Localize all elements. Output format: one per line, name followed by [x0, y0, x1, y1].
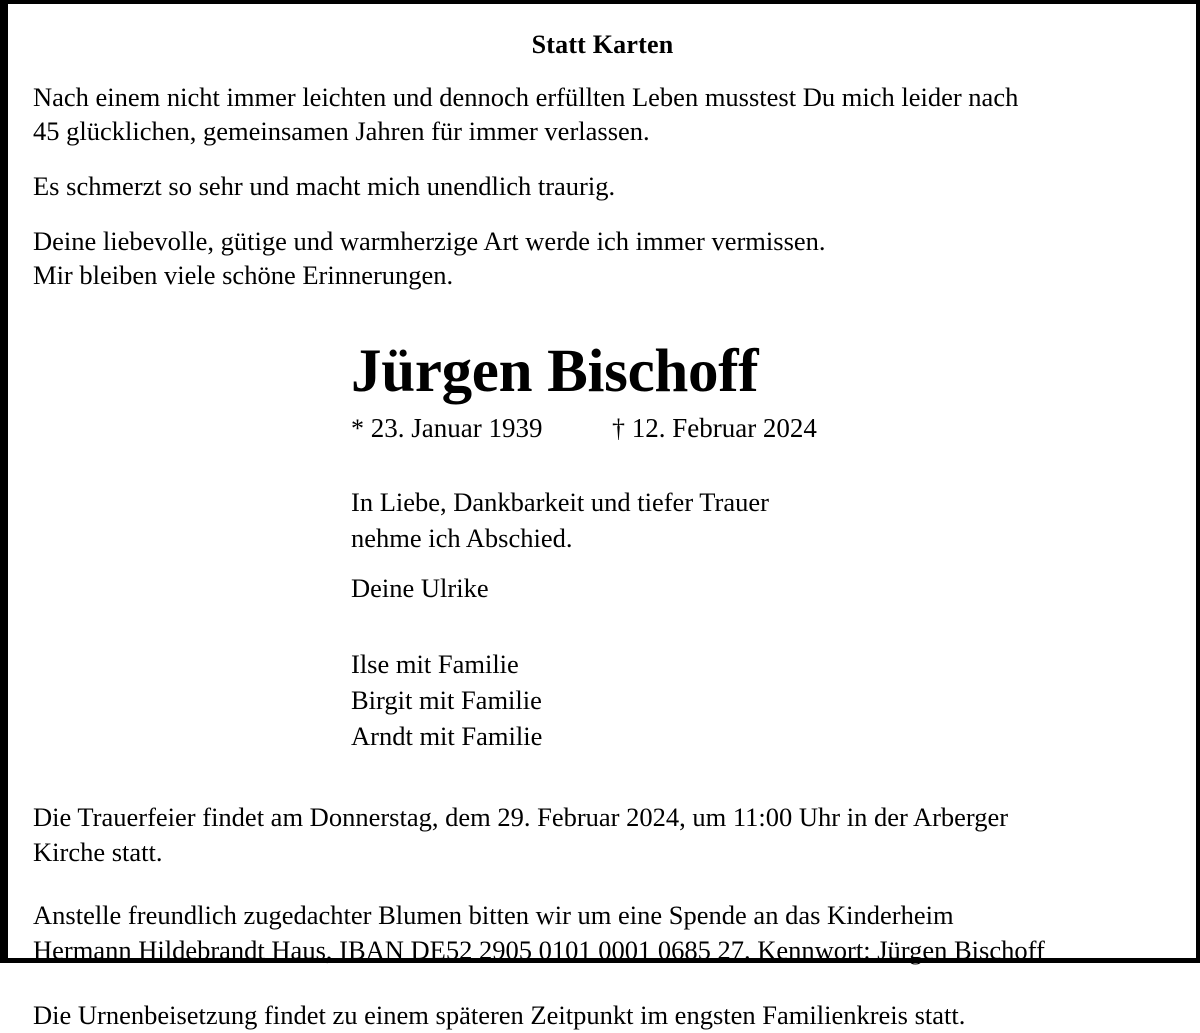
- mourners-dedication: [351, 484, 1172, 556]
- notice-heading: Statt Karten: [531, 30, 674, 59]
- mourners-dedication-line-2: nehme ich Abschied.: [351, 523, 573, 553]
- death-date: 12. Februar 2024: [631, 413, 817, 443]
- service-details-line-1: Die Trauerfeier findet am Donnerstag, dem 29. Februar 2024, um 11:00 Uhr in der Arberger: [33, 802, 1009, 832]
- mourner-family-item-1: Ilse mit Familie: [351, 649, 519, 679]
- service-details: [33, 800, 1172, 870]
- intro-paragraph-3-line-2: Mir bleiben viele schöne Erinnerungen.: [33, 260, 454, 290]
- intro-paragraph-2: [33, 169, 1172, 203]
- intro-paragraph-1: [33, 80, 1172, 148]
- notice-content: [8, 4, 1196, 1030]
- death-symbol-icon: †: [611, 414, 625, 443]
- life-dates: [351, 411, 1172, 446]
- service-details-line-2: Kirche statt.: [33, 837, 163, 867]
- mourner-family-item-3: Arndt mit Familie: [351, 721, 543, 751]
- deceased-block: [33, 338, 1172, 446]
- intro-paragraph-2-line-1: Es schmerzt so sehr und macht mich unendlich traurig.: [33, 171, 616, 201]
- birth-symbol-icon: *: [351, 414, 364, 443]
- deceased-name: Jürgen Bischoff: [351, 338, 759, 405]
- intro-paragraph-3-line-1: Deine liebevolle, gütige und warmherzige Art werde ich immer vermissen.: [33, 226, 826, 256]
- mourner-family-list: [351, 646, 1172, 754]
- intro-paragraph-1-line-2: 45 glücklichen, gemeinsamen Jahren für immer verlassen.: [33, 116, 650, 146]
- birth-date: 23. Januar 1939: [370, 413, 543, 443]
- burial-details: [33, 998, 1172, 1033]
- mourner-family-item-2: Birgit mit Familie: [351, 685, 542, 715]
- donation-details-line-2: Hermann Hildebrandt Haus, IBAN DE52 2905 0101 0001 0685 27. Kennwort: Jürgen Bischoff: [33, 935, 1045, 965]
- mourners-block: [33, 484, 1172, 754]
- burial-details-line-1: Die Urnenbeisetzung findet zu einem späteren Zeitpunkt im engsten Familienkreis statt.: [33, 1000, 966, 1030]
- mourner-primary-line-1: Deine Ulrike: [351, 573, 489, 603]
- intro-paragraph-1-line-1: Nach einem nicht immer leichten und dennoch erfüllten Leben musstest Du mich leider nach: [33, 82, 1019, 112]
- intro-paragraph-3: [33, 224, 1172, 292]
- donation-details: [33, 898, 1172, 968]
- mourners-dedication-line-1: In Liebe, Dankbarkeit und tiefer Trauer: [351, 487, 769, 517]
- mourner-primary: [351, 570, 1172, 606]
- donation-details-line-1: Anstelle freundlich zugedachter Blumen bitten wir um eine Spende an das Kinderheim: [33, 900, 954, 930]
